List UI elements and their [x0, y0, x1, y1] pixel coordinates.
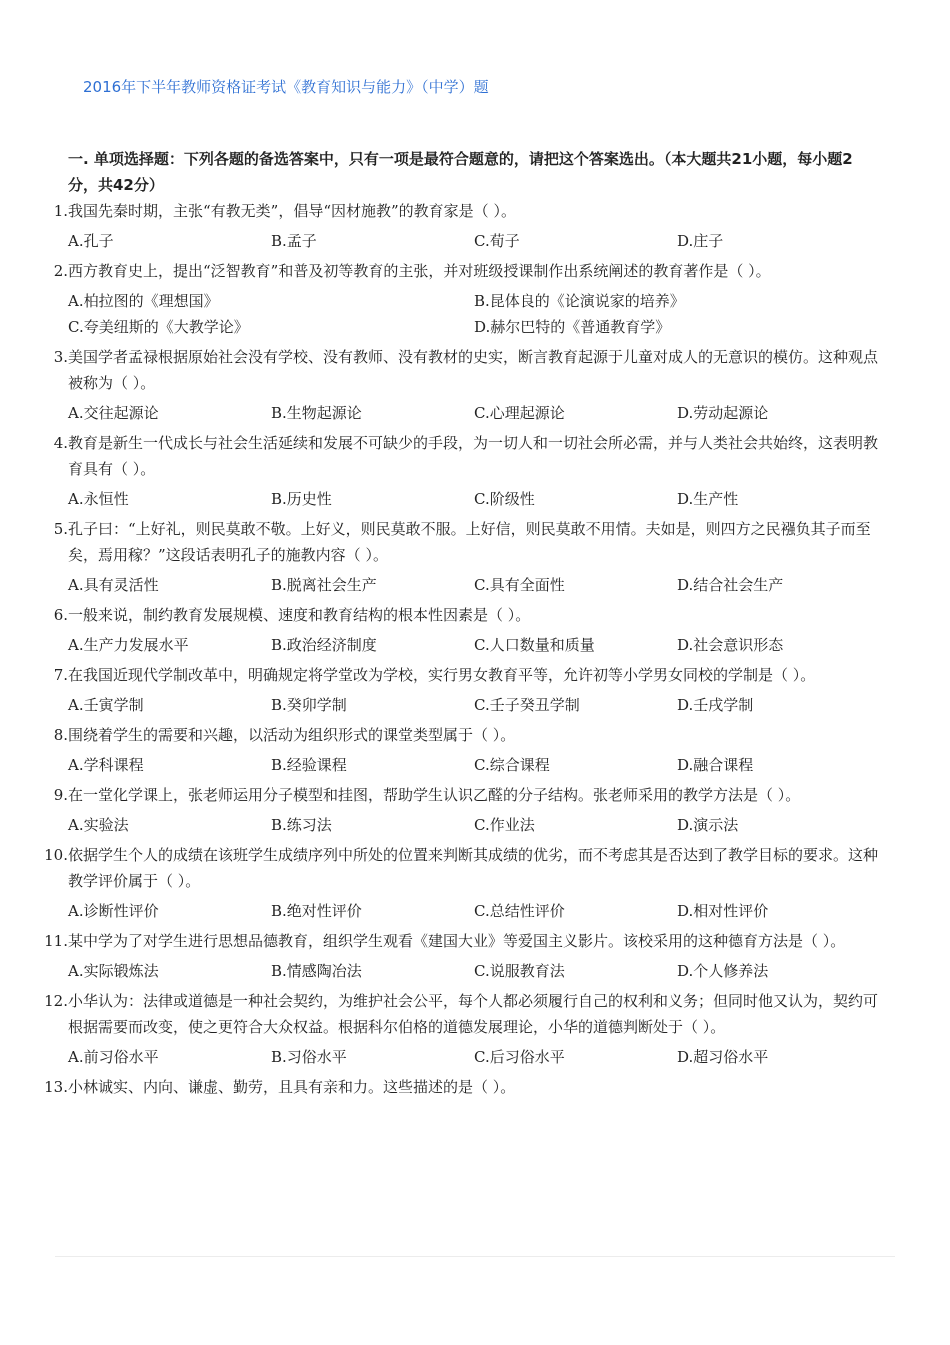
question-number: 8. [53, 726, 68, 744]
question-number: 13. [44, 1078, 68, 1096]
question-5 [40, 516, 880, 598]
answer-option: B.癸卯学制 [271, 696, 347, 714]
question-text: 我国先秦时期，主张“有教无类”，倡导“因材施教”的教育家是（ ）。 [68, 202, 516, 220]
question-6 [40, 602, 880, 658]
question-stem [40, 198, 880, 224]
answer-option: A.壬寅学制 [68, 696, 144, 714]
question-number: 6. [53, 606, 68, 624]
question-stem [40, 430, 880, 482]
answer-option: D.赫尔巴特的《普通教育学》 [474, 318, 671, 336]
answer-option: A.实验法 [68, 816, 129, 834]
answer-option: C.壬子癸丑学制 [474, 696, 580, 714]
answer-option: D.相对性评价 [677, 902, 769, 920]
question-stem [40, 344, 880, 396]
answer-option: D.融合课程 [677, 756, 754, 774]
question-stem [40, 988, 880, 1040]
question-number: 10. [44, 846, 68, 864]
question-stem [40, 842, 880, 894]
question-text: 某中学为了对学生进行思想品德教育，组织学生观看《建国大业》等爱国主义影片。该校采用的这种德育方法是（ ）。 [68, 932, 846, 950]
question-text: 美国学者孟禄根据原始社会没有学校、没有教师、没有教材的史实，断言教育起源于儿童对成人的无意识的模仿。这种观点被称为（ ）。 [68, 348, 879, 392]
question-1 [40, 198, 880, 254]
question-text: 小华认为：法律或道德是一种社会契约，为维护社会公平，每个人都必须履行自己的权利和义务；但同时他又认为，契约可根据需要而改变，使之更符合大众权益。根据科尔伯格的道德发展理论，小华的道德判断处于（ ）。 [68, 992, 879, 1036]
answer-option: A.前习俗水平 [68, 1048, 159, 1066]
answer-options [68, 288, 880, 340]
answer-option: A.生产力发展水平 [68, 636, 189, 654]
answer-option: B.孟子 [271, 232, 317, 250]
question-text: 教育是新生一代成长与社会生活延续和发展不可缺少的手段，为一切人和一切社会所必需，并与人类社会共始终，这表明教育具有（ ）。 [68, 434, 879, 478]
answer-options [68, 898, 880, 924]
question-number: 9. [53, 786, 68, 804]
question-number: 5. [53, 520, 68, 538]
answer-option: A.永恒性 [68, 490, 129, 508]
answer-option: A.学科课程 [68, 756, 144, 774]
question-stem [40, 662, 880, 688]
question-stem [40, 258, 880, 284]
question-3 [40, 344, 880, 426]
answer-option: C.后习俗水平 [474, 1048, 565, 1066]
question-13 [40, 1074, 880, 1100]
page-title: 2016年下半年教师资格证考试《教育知识与能力》（中学）题 [83, 78, 489, 96]
answer-option: A.柏拉图的《理想国》 [68, 292, 219, 310]
question-number: 3. [53, 348, 68, 366]
question-12 [40, 988, 880, 1070]
question-stem [40, 602, 880, 628]
answer-option: B.习俗水平 [271, 1048, 347, 1066]
question-list [40, 198, 880, 1104]
answer-options [68, 572, 880, 598]
question-4 [40, 430, 880, 512]
question-text: 在我国近现代学制改革中，明确规定将学堂改为学校，实行男女教育平等，允许初等小学男女同校的学制是（ ）。 [68, 666, 816, 684]
answer-option: C.综合课程 [474, 756, 550, 774]
question-text: 一般来说，制约教育发展规模、速度和教育结构的根本性因素是（ ）。 [68, 606, 531, 624]
answer-option: A.诊断性评价 [68, 902, 159, 920]
answer-option: B.政治经济制度 [271, 636, 377, 654]
question-number: 11. [44, 932, 68, 950]
question-stem [40, 928, 880, 954]
answer-option: D.个人修养法 [677, 962, 769, 980]
answer-option: A.交往起源论 [68, 404, 159, 422]
answer-option: C.荀子 [474, 232, 520, 250]
answer-option: B.练习法 [271, 816, 332, 834]
question-7 [40, 662, 880, 718]
answer-options [68, 692, 880, 718]
answer-option: D.演示法 [677, 816, 739, 834]
answer-option: B.生物起源论 [271, 404, 362, 422]
answer-option: C.说服教育法 [474, 962, 565, 980]
answer-option: C.人口数量和质量 [474, 636, 595, 654]
answer-option: D.结合社会生产 [677, 576, 784, 594]
question-10 [40, 842, 880, 924]
answer-option: C.夸美纽斯的《大教学论》 [68, 318, 249, 336]
answer-option: D.庄子 [677, 232, 724, 250]
answer-options [68, 958, 880, 984]
answer-option: A.具有灵活性 [68, 576, 159, 594]
answer-option: C.阶级性 [474, 490, 535, 508]
question-text: 依据学生个人的成绩在该班学生成绩序列中所处的位置来判断其成绩的优劣，而不考虑其是否达到了教学目标的要求。这种教学评价属于（ ）。 [68, 846, 879, 890]
answer-option: B.情感陶冶法 [271, 962, 362, 980]
answer-options [68, 752, 880, 778]
page-divider [55, 1256, 895, 1257]
answer-option: D.超习俗水平 [677, 1048, 769, 1066]
answer-option: C.作业法 [474, 816, 535, 834]
question-stem [40, 782, 880, 808]
answer-options [68, 632, 880, 658]
question-stem [40, 516, 880, 568]
question-text: 西方教育史上，提出“泛智教育”和普及初等教育的主张，并对班级授课制作出系统阐述的教育著作是（ ）。 [68, 262, 771, 280]
question-8 [40, 722, 880, 778]
question-text: 孔子曰：“上好礼，则民莫敢不敬。上好义，则民莫敢不服。上好信，则民莫敢不用情。夫如是，则四方之民襁负其子而至矣，焉用稼？”这段话表明孔子的施教内容（ ）。 [68, 520, 871, 564]
answer-options [68, 400, 880, 426]
answer-option: A.孔子 [68, 232, 114, 250]
answer-option: C.具有全面性 [474, 576, 565, 594]
answer-options [68, 486, 880, 512]
question-text: 围绕着学生的需要和兴趣，以活动为组织形式的课堂类型属于（ ）。 [68, 726, 516, 744]
answer-option: B.绝对性评价 [271, 902, 362, 920]
question-text: 小林诚实、内向、谦虚、勤劳，且具有亲和力。这些描述的是（ ）。 [68, 1078, 516, 1096]
question-stem [40, 1074, 880, 1100]
question-stem [40, 722, 880, 748]
question-number: 2. [53, 262, 68, 280]
question-number: 7. [53, 666, 68, 684]
answer-option: D.社会意识形态 [677, 636, 784, 654]
question-9 [40, 782, 880, 838]
question-text: 在一堂化学课上，张老师运用分子模型和挂图，帮助学生认识乙醛的分子结构。张老师采用的教学方法是（ ）。 [68, 786, 801, 804]
answer-option: B.经验课程 [271, 756, 347, 774]
question-11 [40, 928, 880, 984]
section-heading: 一. 单项选择题：下列各题的备选答案中，只有一项是最符合题意的，请把这个答案选出。（本大题共21小题，每小题2分，共42分） [68, 150, 853, 194]
answer-option: B.脱离社会生产 [271, 576, 377, 594]
question-number: 12. [44, 992, 68, 1010]
answer-option: A.实际锻炼法 [68, 962, 159, 980]
question-number: 4. [53, 434, 68, 452]
answer-option: D.壬戌学制 [677, 696, 754, 714]
question-number: 1. [53, 202, 68, 220]
question-2 [40, 258, 880, 340]
answer-option: B.历史性 [271, 490, 332, 508]
answer-option: D.劳动起源论 [677, 404, 769, 422]
answer-option: D.生产性 [677, 490, 739, 508]
answer-option: C.心理起源论 [474, 404, 565, 422]
answer-options [68, 812, 880, 838]
answer-options [68, 1044, 880, 1070]
answer-option: C.总结性评价 [474, 902, 565, 920]
answer-option: B.昆体良的《论演说家的培养》 [474, 292, 685, 310]
answer-options [68, 228, 880, 254]
